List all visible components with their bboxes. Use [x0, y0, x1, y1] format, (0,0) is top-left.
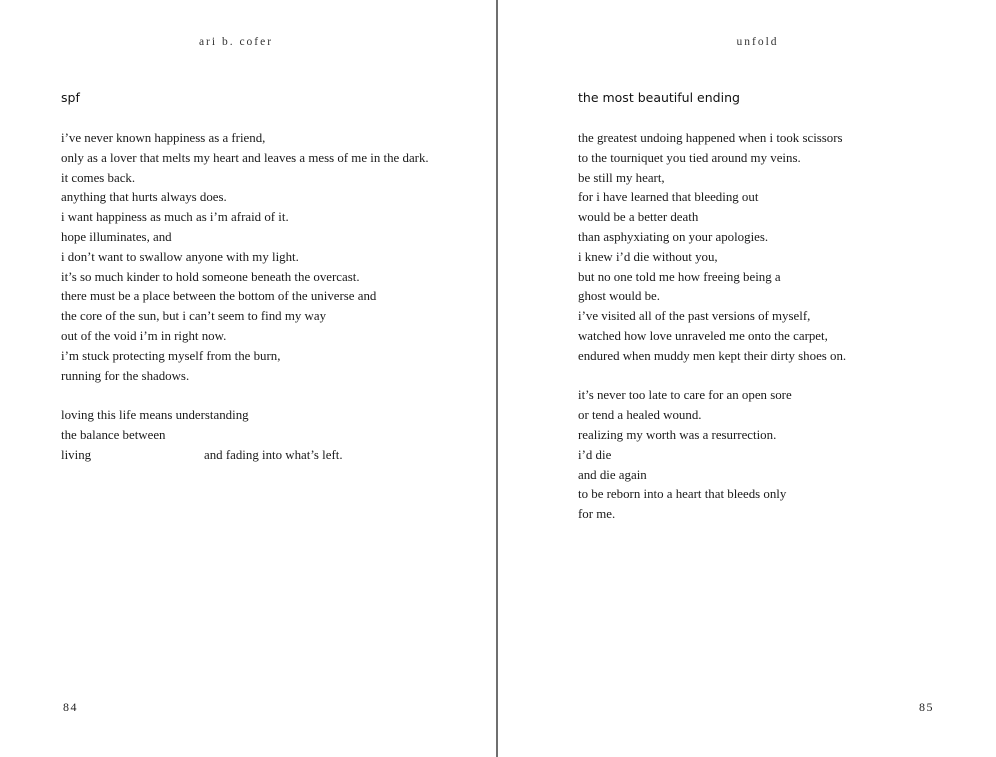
running-head-book-title: unfold [736, 36, 779, 48]
page-number-left: 84 [63, 700, 78, 714]
poem-body-spf [61, 129, 481, 466]
poem-line: the core of the sun, but i can’t seem to find my way [61, 309, 327, 324]
poem-line: there must be a place between the bottom of the universe and [61, 289, 377, 304]
poem-line: the balance between [61, 427, 166, 442]
poem-line: ghost would be. [578, 289, 660, 304]
poem-line: anything that hurts always does. [61, 190, 227, 205]
running-head-author: ari b. cofer [198, 36, 274, 48]
right-page [499, 0, 996, 757]
poem-line: watched how love unraveled me onto the carpet, [578, 328, 828, 343]
poem-line: running for the shadows. [61, 368, 190, 383]
poem-line: i knew i’d die without you, [578, 249, 718, 264]
stanza-break [578, 367, 988, 387]
poem-line: to be reborn into a heart that bleeds only [578, 487, 787, 502]
poem-line: than asphyxiating on your apologies. [578, 229, 769, 244]
poem-line: endured when muddy men kept their dirty shoes on. [578, 348, 847, 363]
poem-line: i’ve never known happiness as a friend, [61, 131, 266, 145]
poem-line: i’m stuck protecting myself from the burn, [61, 348, 281, 363]
gutter-divider [496, 0, 498, 757]
poem-line: loving this life means understanding [61, 408, 249, 423]
poem-line: realizing my worth was a resurrection. [578, 427, 777, 442]
poem-line: for i have learned that bleeding out [578, 190, 759, 205]
poem-line: for me. [578, 507, 616, 522]
poem-title-most-beautiful-ending: the most beautiful ending [578, 90, 740, 105]
poem-line: i’d die [578, 447, 612, 462]
poem-line: i’ve visited all of the past versions of myself, [578, 309, 811, 324]
poem-line: only as a lover that melts my heart and leaves a mess of me in the dark. [61, 150, 429, 165]
stanza-break [61, 386, 481, 406]
poem-line: hope illuminates, and [61, 229, 172, 244]
poem-line: or tend a healed wound. [578, 408, 702, 423]
poem-title-spf: spf [61, 90, 80, 105]
poem-line: i want happiness as much as i’m afraid of it. [61, 210, 289, 225]
split-line-left-word: living [61, 447, 92, 462]
poem-line: and die again [578, 467, 647, 482]
poem-line: be still my heart, [578, 170, 665, 185]
poem-line: it comes back. [61, 170, 136, 185]
poem-line: it’s never too late to care for an open sore [578, 388, 792, 403]
poem-line: to the tourniquet you tied around my veins. [578, 150, 801, 165]
split-line-right-phrase: and fading into what’s left. [204, 447, 343, 462]
left-page [0, 0, 497, 757]
poem-line: would be a better death [578, 210, 699, 225]
poem-line: out of the void i’m in right now. [61, 328, 227, 343]
page-number-right: 85 [919, 700, 934, 714]
poem-line: the greatest undoing happened when i took scissors [578, 131, 843, 145]
poem-split-line [61, 446, 481, 466]
poem-line: but no one told me how freeing being a [578, 269, 781, 284]
poem-body-most-beautiful-ending [578, 129, 988, 525]
poem-line: it’s so much kinder to hold someone beneath the overcast. [61, 269, 360, 284]
poem-line: i don’t want to swallow anyone with my light. [61, 249, 299, 264]
